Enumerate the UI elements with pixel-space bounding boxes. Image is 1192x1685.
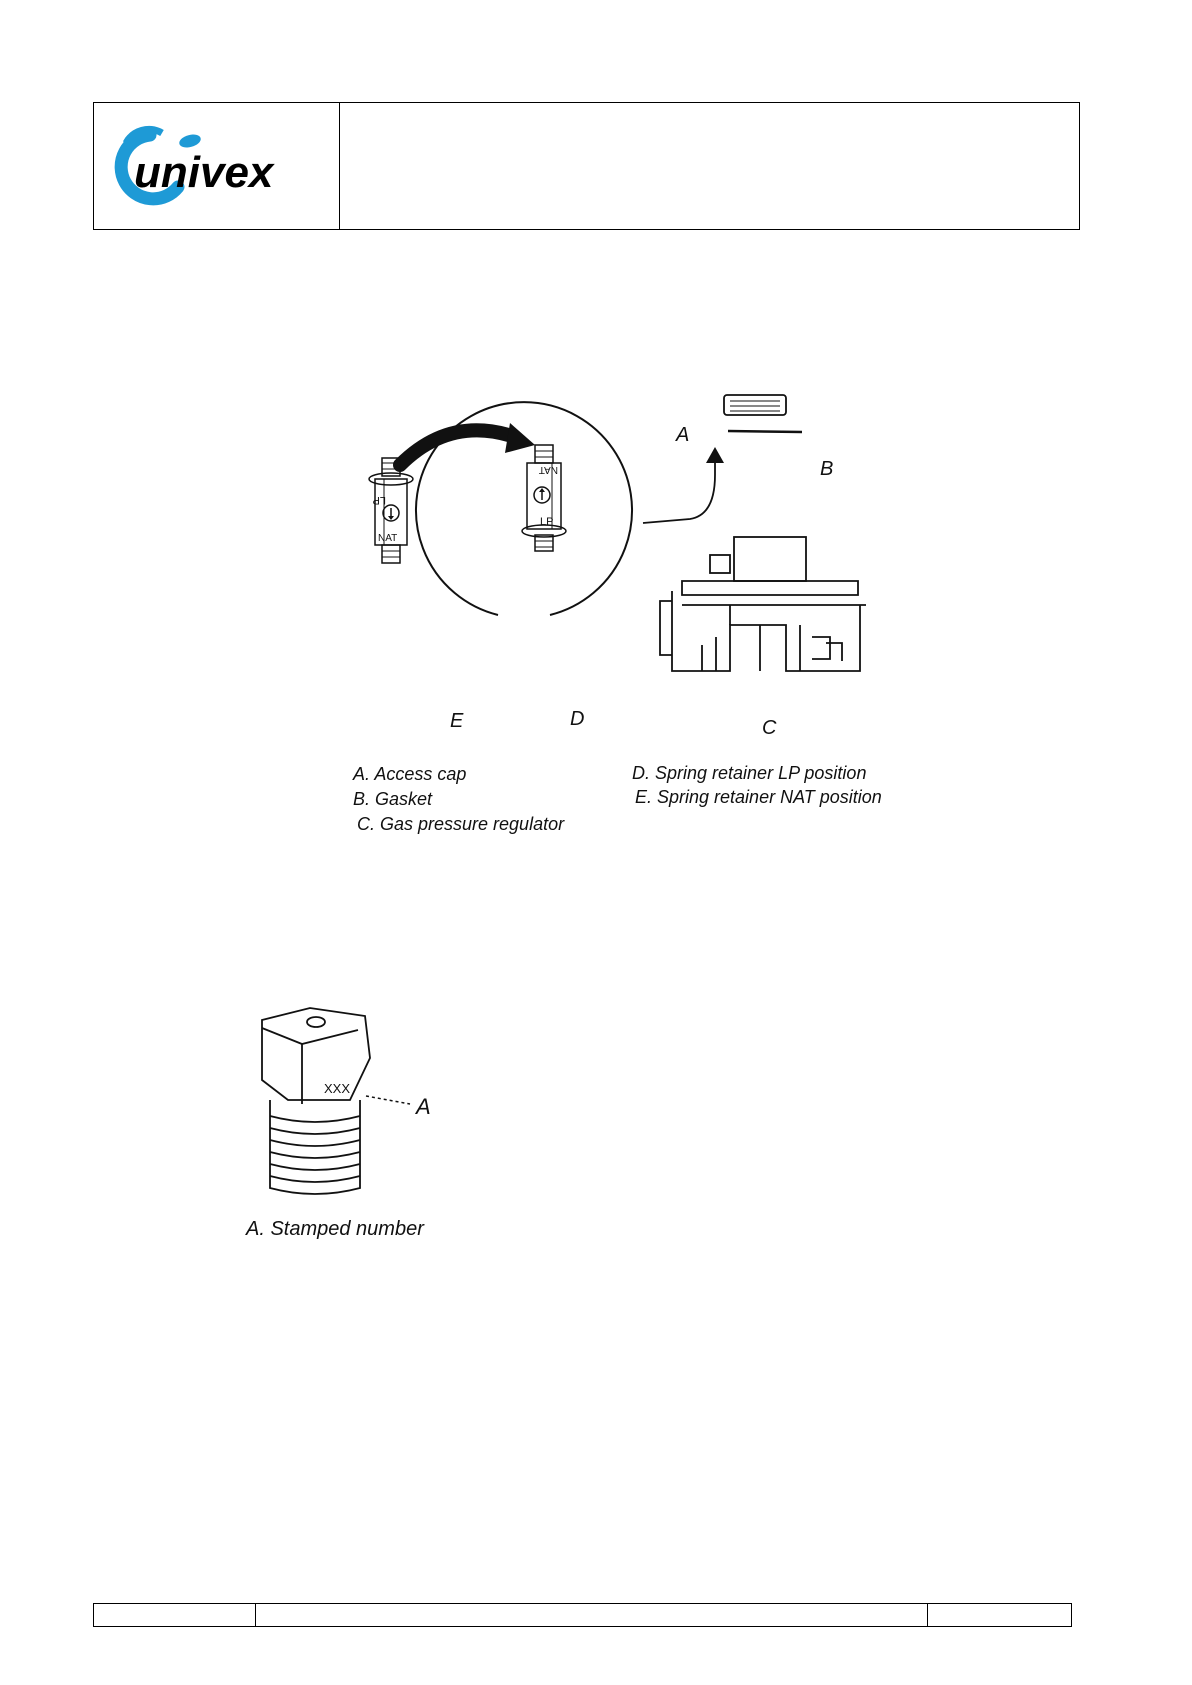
legend-item-c: C. Gas pressure regulator: [357, 814, 565, 834]
legend-item-d: D. Spring retainer LP position: [632, 763, 867, 783]
logo-cell: [94, 103, 340, 229]
page-footer: [93, 1603, 1072, 1627]
page-header: [93, 102, 1080, 230]
inset-label-left-top: LP: [372, 494, 386, 506]
footer-cell-left: [94, 1604, 256, 1626]
legend-item-b: B. Gasket: [353, 789, 433, 809]
spring-retainer-lp: [522, 445, 566, 551]
inset-label-left-bottom: NAT: [378, 533, 398, 544]
callout-b: B: [820, 458, 834, 480]
univex-logo: [104, 125, 329, 207]
logo-wordmark: univex: [134, 148, 274, 197]
access-cap: [724, 395, 786, 415]
gas-pressure-regulator: [660, 537, 866, 671]
footer-cell-right: [928, 1604, 1071, 1626]
callout-d: D: [570, 708, 585, 730]
orifice-callout-a: A: [416, 1094, 431, 1119]
orifice-diagram: [240, 1000, 500, 1250]
callout-e: E: [450, 710, 464, 732]
inset-label-right-bottom: LP: [540, 516, 554, 528]
inset-label-right-top: NAT: [538, 464, 558, 475]
header-title-cell: [340, 103, 1079, 229]
footer-cell-middle: [256, 1604, 928, 1626]
orifice-legend: A. Stamped number: [246, 1218, 424, 1240]
callout-c: C: [762, 717, 777, 739]
gasket: [728, 431, 802, 432]
spring-retainer-nat: [369, 458, 413, 563]
legend-item-a: A. Access cap: [353, 764, 467, 784]
callout-a: A: [676, 424, 690, 446]
stamp-text: XXX: [324, 1081, 351, 1096]
legend-item-e: E. Spring retainer NAT position: [635, 787, 882, 807]
